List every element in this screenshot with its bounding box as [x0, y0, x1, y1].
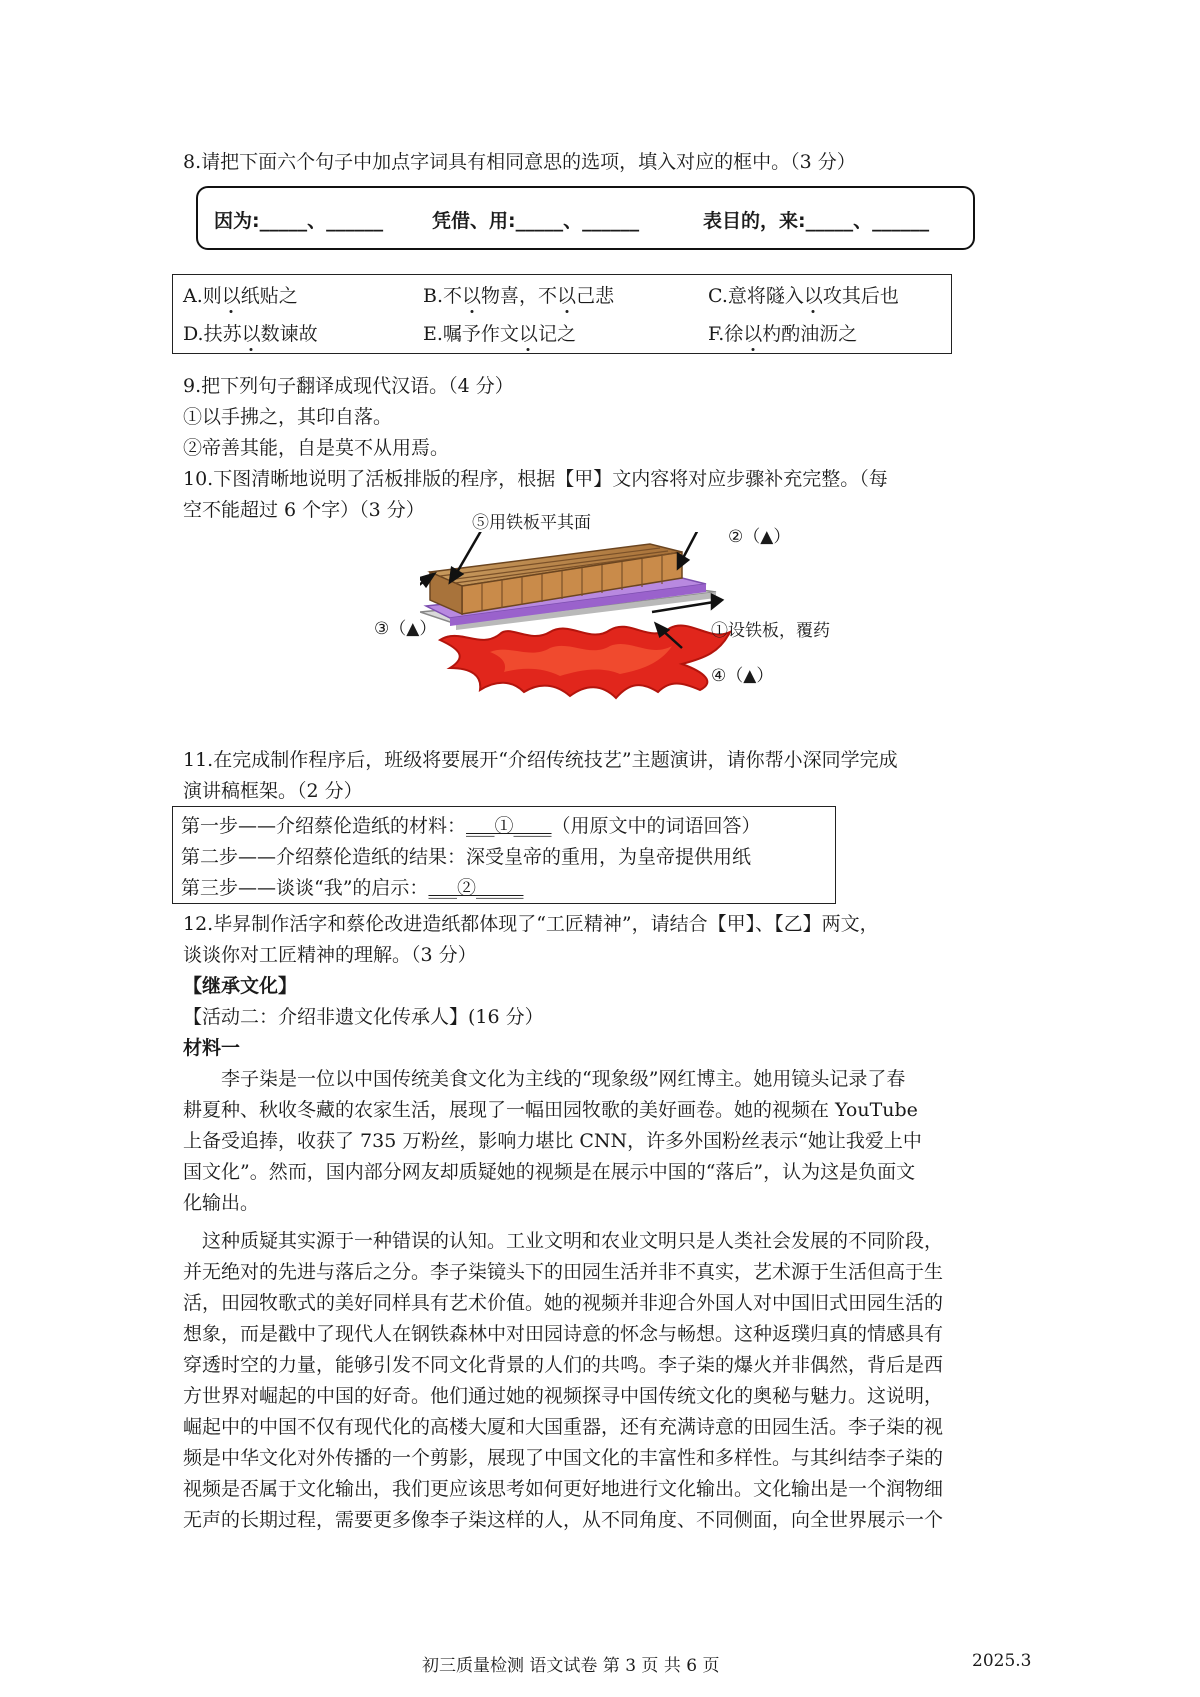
para1-line: 国文化”。然而，国内部分网友却质疑她的视频是在展示中国的“落后”，认为这是负面文 [183, 1161, 916, 1183]
framework-step-1: 第一步——介绍蔡伦造纸的材料：___①____（用原文中的词语回答） [181, 815, 761, 837]
para2-line: 并无绝对的先进与落后之分。李子柒镜头下的田园生活并非不真实，艺术源于生活但高于生 [183, 1261, 944, 1283]
para1-line: 耕夏种、秋收冬藏的农家生活，展现了一幅田园牧歌的美好画卷。她的视频在 YouTube [183, 1099, 918, 1121]
diagram-label-5: ⑤用铁板平其面 [472, 513, 591, 533]
fill-because[interactable]: 因为:_____、______ [214, 210, 384, 232]
para2-line: 方世界对崛起的中国的好奇。他们通过她的视频探寻中国传统文化的奥秘与魅力。这说明， [183, 1385, 944, 1407]
para2-line: 这种质疑其实源于一种错误的认知。工业文明和农业文明只是人类社会发展的不同阶段， [183, 1230, 944, 1252]
option-f: F.徐以杓酌油沥之 [708, 323, 858, 345]
para2-line: 穿透时空的力量，能够引发不同文化背景的人们的共鸣。李子柒的爆火并非偶然，背后是西 [183, 1354, 944, 1376]
q10-question-line1: 10.下图清晰地说明了活板排版的程序，根据【甲】文内容将对应步骤补充完整。（每 [183, 468, 888, 490]
fill-purpose[interactable]: 表目的，来:_____、______ [703, 210, 930, 232]
section-heading: 【继承文化】 [183, 975, 298, 997]
activity-heading: 【活动二：介绍非遗文化传承人】(16 分） [183, 1006, 544, 1028]
blank-1[interactable]: ___①____ [466, 815, 552, 837]
framework-step-2: 第二步——介绍蔡伦造纸的结果：深受皇帝的重用，为皇帝提供用纸 [181, 846, 752, 868]
option-e: E.嘱予作文以记之 [423, 323, 576, 345]
q9-question: 9.把下列句子翻译成现代汉语。（4 分） [183, 375, 514, 397]
para2-line: 活，田园牧歌式的美好同样具有艺术价值。她的视频并非迎合外国人对中国旧式田园生活的 [183, 1292, 944, 1314]
option-d: D.扶苏以数谏故 [183, 323, 318, 345]
q9-sentence-1: ①以手拂之，其印自落。 [183, 406, 393, 428]
para2-line: 无声的长期过程，需要更多像李子柒这样的人，从不同角度、不同侧面，向全世界展示一个 [183, 1509, 944, 1531]
para2-line: 频是中华文化对外传播的一个剪影，展现了中国文化的丰富性和多样性。与其纠结李子柒的 [183, 1447, 944, 1469]
page-footer-info: 初三质量检测 语文试卷 第 3 页 共 6 页 [422, 1656, 720, 1676]
q8-answer-box [196, 186, 975, 250]
diagram-label-2: ②（▲） [728, 527, 791, 547]
para1-line: 上备受追捧，收获了 735 万粉丝，影响力堪比 CNN，许多外国粉丝表示“她让我爱上中 [183, 1130, 922, 1152]
q12-question-line1: 12.毕昇制作活字和蔡伦改进造纸都体现了“工匠精神”，请结合【甲】、【乙】两文， [183, 913, 879, 935]
q8-question: 8.请把下面六个句子中加点字词具有相同意思的选项，填入对应的框中。（3 分） [183, 151, 856, 173]
option-b: B.不以物喜，不以己悲 [423, 285, 615, 307]
para1-line: 李子柒是一位以中国传统美食文化为主线的“现象级”网红博主。她用镜头记录了春 [183, 1068, 906, 1090]
para1-line: 化输出。 [183, 1192, 260, 1214]
framework-step-3: 第三步——谈谈“我”的启示：___②_____ [181, 877, 524, 899]
q11-question-line2: 演讲稿框架。（2 分） [183, 780, 363, 802]
diagram-label-3: ③（▲） [374, 619, 437, 639]
para2-line: 想象，而是戳中了现代人在钢铁森林中对田园诗意的怀念与畅想。这种返璞归真的情感具有 [183, 1323, 944, 1345]
q11-question-line1: 11.在完成制作程序后，班级将要展开“介绍传统技艺”主题演讲，请你帮小深同学完成 [183, 749, 898, 771]
q12-question-line2: 谈谈你对工匠精神的理解。（3 分） [183, 944, 477, 966]
material-heading: 材料一 [183, 1037, 241, 1059]
blank-2[interactable]: ___②_____ [428, 877, 524, 899]
q10-question-line2: 空不能超过 6 个字）（3 分） [183, 499, 425, 521]
q8-options-box [172, 274, 952, 354]
diagram-label-1: ①设铁板，覆药 [711, 621, 830, 641]
page-footer-date: 2025.3 [972, 1651, 1032, 1671]
diagram-label-4: ④（▲） [711, 666, 774, 686]
fill-by-means[interactable]: 凭借、用:_____、______ [432, 210, 640, 232]
speech-framework-box [172, 806, 836, 904]
q9-sentence-2: ②帝善其能，自是莫不从用焉。 [183, 437, 450, 459]
para2-line: 视频是否属于文化输出，我们更应该思考如何更好地进行文化输出。文化输出是一个润物细 [183, 1478, 944, 1500]
option-a: A.则以纸贴之 [183, 285, 298, 307]
para2-line: 崛起中的中国不仅有现代化的高楼大厦和大国重器，还有充满诗意的田园生活。李子柒的视 [183, 1416, 944, 1438]
option-c: C.意将隧入以攻其后也 [708, 285, 899, 307]
